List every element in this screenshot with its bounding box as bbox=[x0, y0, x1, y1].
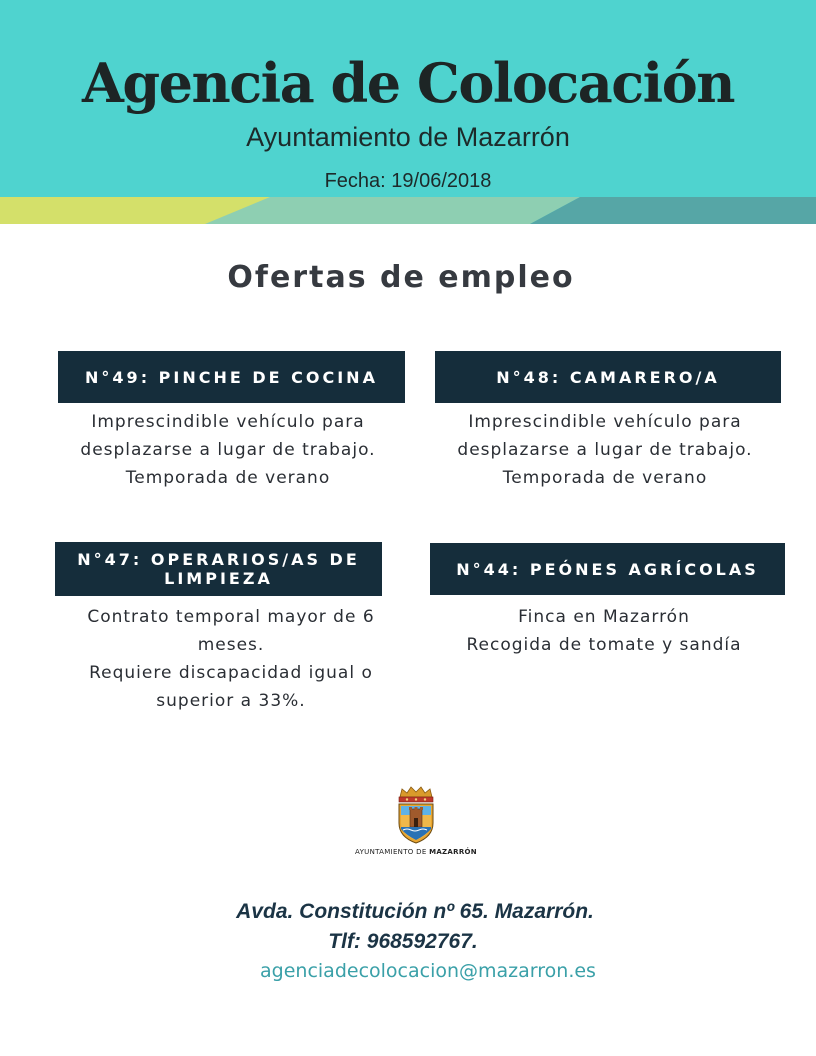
description-line: Imprescindible vehículo para bbox=[91, 412, 365, 432]
description-line: Temporada de verano bbox=[502, 468, 708, 488]
logo-caption bbox=[341, 848, 491, 856]
description-line: meses. bbox=[197, 635, 265, 655]
description-line: Contrato temporal mayor de 6 bbox=[87, 607, 375, 627]
section-title: Ofertas de empleo bbox=[227, 260, 575, 295]
job-offer-description bbox=[50, 408, 406, 492]
header-banner bbox=[0, 0, 816, 224]
description-line: superior a 33%. bbox=[156, 691, 306, 711]
publication-date: Fecha: 19/06/2018 bbox=[324, 170, 492, 192]
description-line: Recogida de tomate y sandía bbox=[466, 635, 742, 655]
job-offer-title: N°44: PEÓNES AGRÍCOLAS bbox=[430, 543, 785, 595]
job-offer-description bbox=[426, 603, 782, 659]
description-line: Imprescindible vehículo para bbox=[468, 412, 742, 432]
job-offer-description bbox=[427, 408, 783, 492]
contact-address: Avda. Constitución nº 65. Mazarrón. bbox=[236, 900, 594, 923]
page-subtitle: Ayuntamiento de Mazarrón bbox=[246, 122, 570, 152]
job-offer-description bbox=[50, 603, 412, 715]
contact-email-link[interactable]: agenciadecolocacion@mazarron.es bbox=[260, 960, 596, 982]
job-offer-title: N°48: CAMARERO/A bbox=[435, 351, 781, 403]
job-offer-title: N°47: OPERARIOS/AS DE LIMPIEZA bbox=[55, 542, 382, 596]
job-offer-title: N°49: PINCHE DE COCINA bbox=[58, 351, 405, 403]
contact-phone: Tlf: 968592767. bbox=[328, 930, 478, 953]
logo-caption-prefix: AYUNTAMIENTO DE bbox=[355, 848, 430, 856]
decorative-stripes bbox=[0, 197, 816, 224]
description-line: desplazarse a lugar de trabajo. bbox=[80, 440, 376, 460]
description-line: Temporada de verano bbox=[125, 468, 331, 488]
logo-caption-town: MAZARRÓN bbox=[429, 848, 477, 856]
description-line: Requiere discapacidad igual o bbox=[89, 663, 373, 683]
page-title: Agencia de Colocación bbox=[82, 51, 734, 115]
description-line: desplazarse a lugar de trabajo. bbox=[457, 440, 753, 460]
description-line: Finca en Mazarrón bbox=[518, 607, 690, 627]
